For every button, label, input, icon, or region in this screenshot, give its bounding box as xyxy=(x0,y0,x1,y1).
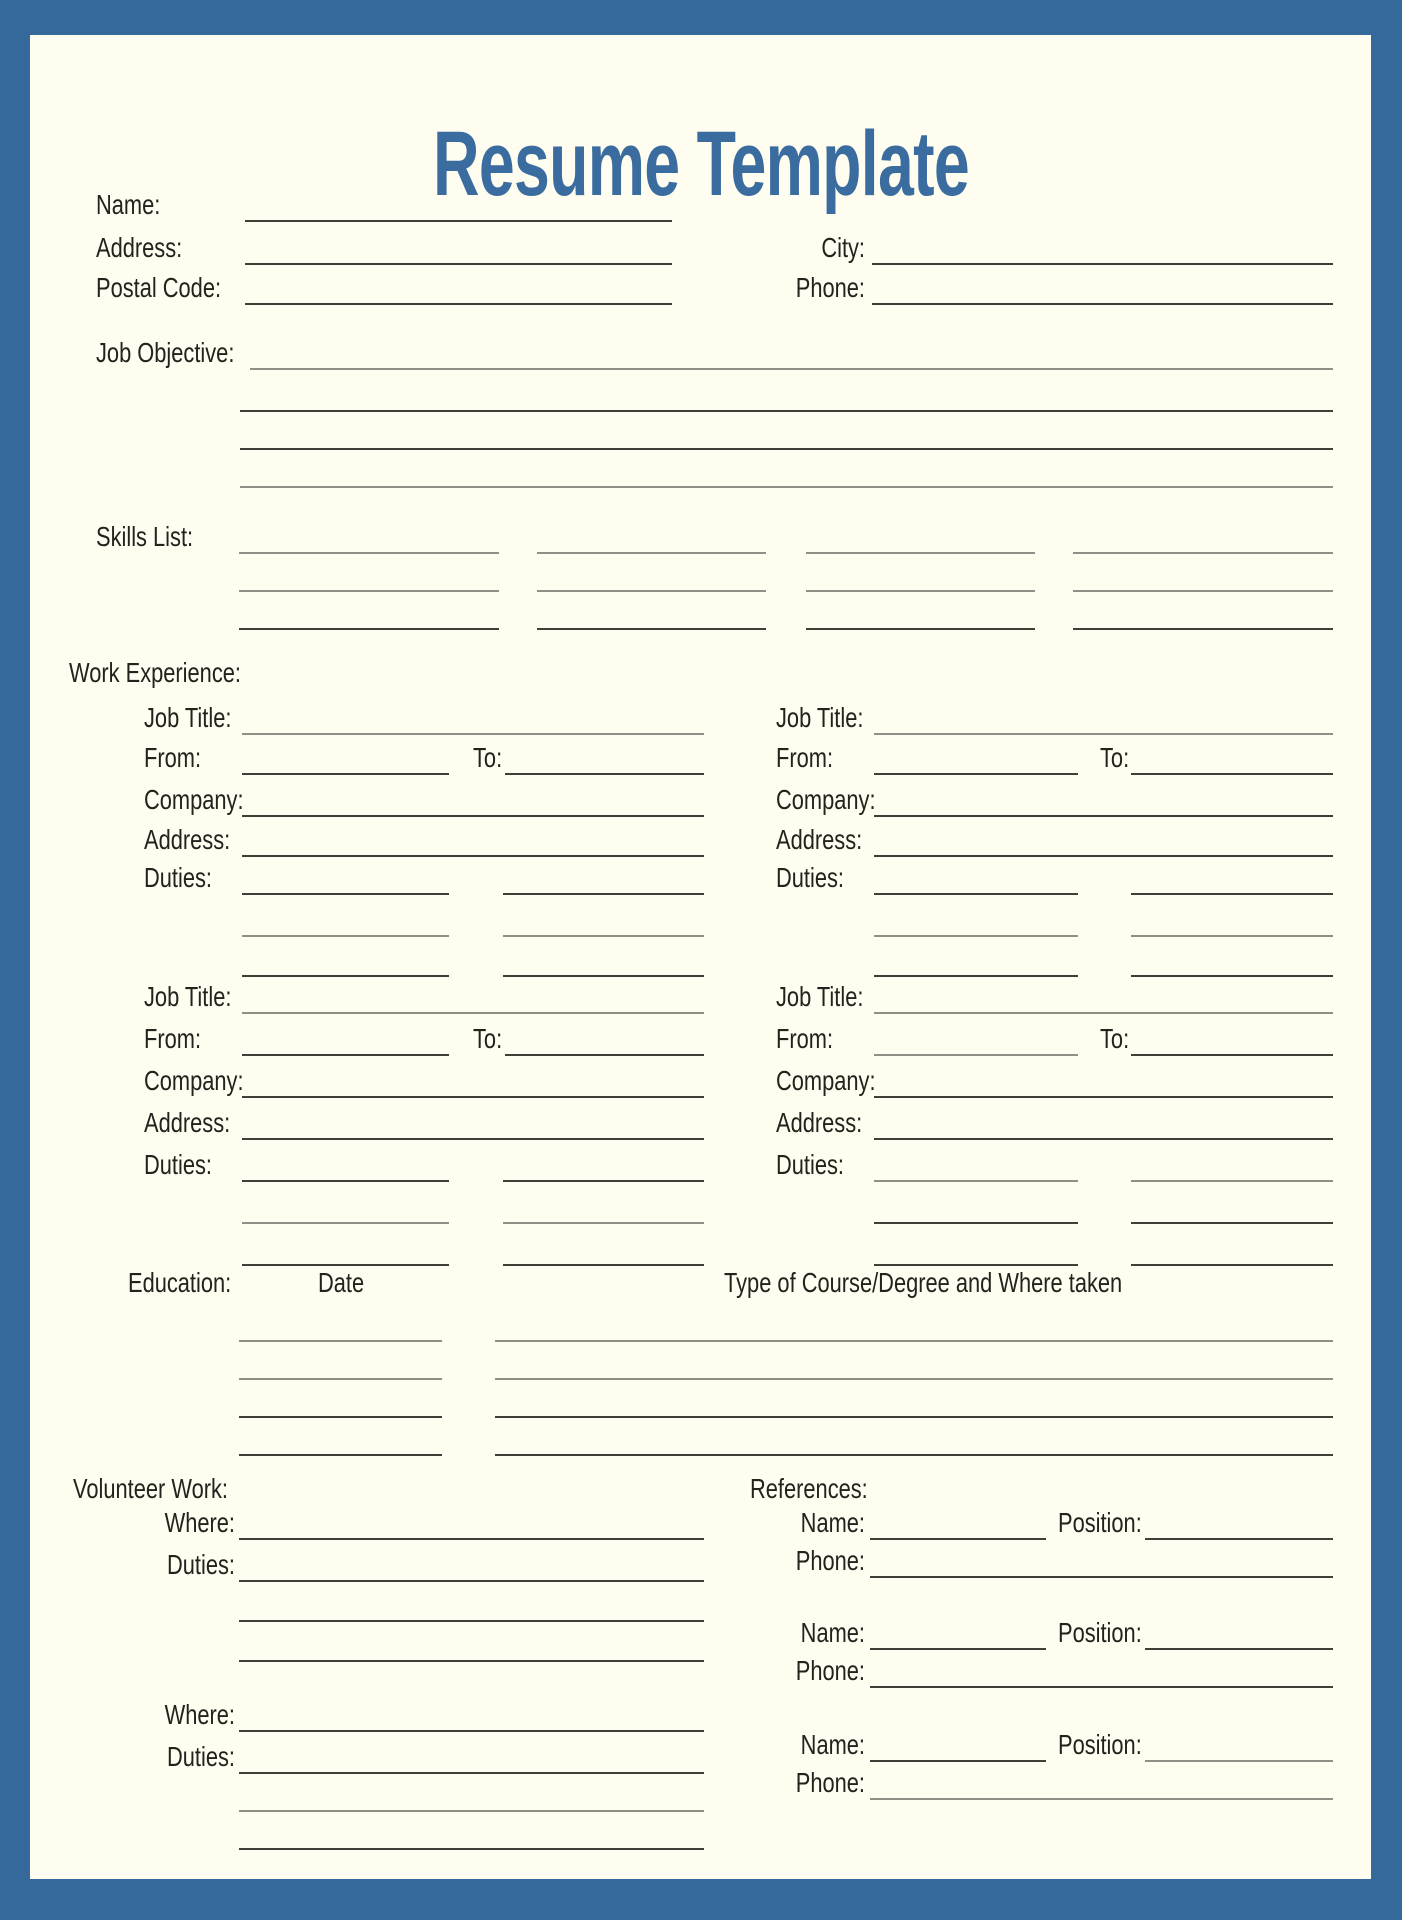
phone-label: Phone: xyxy=(795,272,865,303)
duties-label: Duties: xyxy=(167,1549,235,1580)
job-title-label: Job Title: xyxy=(776,981,864,1012)
reference-name-line[interactable] xyxy=(870,1648,1046,1650)
from-field-line[interactable] xyxy=(874,1054,1078,1056)
skill-line[interactable] xyxy=(537,590,766,592)
address-field-line[interactable] xyxy=(245,263,672,265)
reference-phone-line[interactable] xyxy=(870,1576,1333,1578)
skills-list-label: Skills List: xyxy=(96,521,194,552)
reference-name-label: Name: xyxy=(800,1507,865,1538)
reference-name-label: Name: xyxy=(800,1617,865,1648)
skill-line[interactable] xyxy=(537,628,766,630)
address-label: Address: xyxy=(776,824,863,855)
company-label: Company: xyxy=(776,784,876,815)
page-title: Resume Template xyxy=(433,112,969,215)
duties-line[interactable] xyxy=(503,935,704,937)
address-field-line[interactable] xyxy=(242,1138,704,1140)
references-heading: References: xyxy=(750,1473,868,1504)
where-field-line[interactable] xyxy=(239,1538,704,1540)
company-label: Company: xyxy=(776,1065,876,1096)
from-label: From: xyxy=(776,742,834,773)
job-title-field-line[interactable] xyxy=(242,733,704,735)
duties-line[interactable] xyxy=(874,893,1078,895)
duties-field-line[interactable] xyxy=(239,1660,704,1662)
job-objective-line[interactable] xyxy=(240,448,1333,450)
duties-line[interactable] xyxy=(874,935,1078,937)
where-field-line[interactable] xyxy=(239,1730,704,1732)
education-course-line[interactable] xyxy=(495,1340,1333,1342)
reference-position-label: Position: xyxy=(1058,1507,1142,1538)
duties-line[interactable] xyxy=(503,1180,704,1182)
reference-phone-label: Phone: xyxy=(795,1655,865,1686)
duties-line[interactable] xyxy=(242,1264,449,1266)
job-title-label: Job Title: xyxy=(144,702,232,733)
education-date-line[interactable] xyxy=(239,1340,442,1342)
reference-name-line[interactable] xyxy=(870,1760,1046,1762)
city-label: City: xyxy=(821,232,865,263)
duties-line[interactable] xyxy=(503,1264,704,1266)
duties-label: Duties: xyxy=(776,1149,844,1180)
address-field-line[interactable] xyxy=(874,1138,1333,1140)
reference-position-line[interactable] xyxy=(1145,1538,1333,1540)
duties-line[interactable] xyxy=(1131,935,1333,937)
name-field-line[interactable] xyxy=(245,220,672,222)
education-course-line[interactable] xyxy=(495,1454,1333,1456)
job-objective-line[interactable] xyxy=(240,410,1333,412)
company-label: Company: xyxy=(144,1065,244,1096)
from-field-line[interactable] xyxy=(874,773,1078,775)
to-field-line[interactable] xyxy=(1131,1054,1333,1056)
job-title-label: Job Title: xyxy=(776,702,864,733)
job-title-label: Job Title: xyxy=(144,981,232,1012)
to-field-line[interactable] xyxy=(505,773,704,775)
duties-line[interactable] xyxy=(1131,1264,1333,1266)
to-label: To: xyxy=(1100,742,1130,773)
skill-line[interactable] xyxy=(537,552,766,554)
duties-field-line[interactable] xyxy=(239,1848,704,1850)
skill-line[interactable] xyxy=(239,590,499,592)
education-date-header: Date xyxy=(318,1267,365,1298)
job-objective-label: Job Objective: xyxy=(96,337,235,368)
reference-phone-label: Phone: xyxy=(795,1767,865,1798)
duties-line[interactable] xyxy=(874,1264,1078,1266)
company-label: Company: xyxy=(144,784,244,815)
education-date-line[interactable] xyxy=(239,1416,442,1418)
from-label: From: xyxy=(144,1023,202,1054)
duties-line[interactable] xyxy=(1131,1180,1333,1182)
education-course-line[interactable] xyxy=(495,1416,1333,1418)
reference-position-line[interactable] xyxy=(1145,1760,1333,1762)
reference-position-label: Position: xyxy=(1058,1617,1142,1648)
company-field-line[interactable] xyxy=(242,1096,704,1098)
reference-name-line[interactable] xyxy=(870,1538,1046,1540)
company-field-line[interactable] xyxy=(874,815,1333,817)
from-field-line[interactable] xyxy=(242,773,449,775)
address-label: Address: xyxy=(96,232,183,263)
duties-field-line[interactable] xyxy=(239,1772,704,1774)
duties-line[interactable] xyxy=(874,975,1078,977)
reference-phone-label: Phone: xyxy=(795,1545,865,1576)
skill-line[interactable] xyxy=(239,628,499,630)
postal-code-field-line[interactable] xyxy=(245,303,672,305)
paper-background xyxy=(30,35,1371,1879)
from-label: From: xyxy=(144,742,202,773)
company-field-line[interactable] xyxy=(242,815,704,817)
from-label: From: xyxy=(776,1023,834,1054)
postal-code-label: Postal Code: xyxy=(96,272,222,303)
duties-line[interactable] xyxy=(874,1180,1078,1182)
to-label: To: xyxy=(1100,1023,1130,1054)
reference-phone-line[interactable] xyxy=(870,1686,1333,1688)
duties-field-line[interactable] xyxy=(239,1580,704,1582)
education-course-header: Type of Course/Degree and Where taken xyxy=(724,1267,1123,1298)
address-label: Address: xyxy=(144,1107,231,1138)
duties-line[interactable] xyxy=(242,1180,449,1182)
duties-line[interactable] xyxy=(242,893,449,895)
name-label: Name: xyxy=(96,189,161,220)
skill-line[interactable] xyxy=(1073,590,1333,592)
education-date-line[interactable] xyxy=(239,1454,442,1456)
where-label: Where: xyxy=(164,1699,235,1730)
job-objective-line[interactable] xyxy=(240,486,1333,488)
to-field-line[interactable] xyxy=(1131,773,1333,775)
skill-line[interactable] xyxy=(806,628,1035,630)
duties-label: Duties: xyxy=(144,862,212,893)
duties-line[interactable] xyxy=(1131,1222,1333,1224)
duties-line[interactable] xyxy=(503,893,704,895)
address-field-line[interactable] xyxy=(874,855,1333,857)
phone-field-line[interactable] xyxy=(872,303,1333,305)
work-experience-heading: Work Experience: xyxy=(69,657,241,688)
education-course-line[interactable] xyxy=(495,1378,1333,1380)
job-title-field-line[interactable] xyxy=(874,1012,1333,1014)
duties-label: Duties: xyxy=(144,1149,212,1180)
where-label: Where: xyxy=(164,1507,235,1538)
duties-line[interactable] xyxy=(242,975,449,977)
duties-line[interactable] xyxy=(503,1222,704,1224)
reference-name-label: Name: xyxy=(800,1729,865,1760)
duties-line[interactable] xyxy=(1131,893,1333,895)
job-title-field-line[interactable] xyxy=(874,733,1333,735)
skill-line[interactable] xyxy=(239,552,499,554)
city-field-line[interactable] xyxy=(872,263,1333,265)
skill-line[interactable] xyxy=(806,590,1035,592)
duties-line[interactable] xyxy=(1131,975,1333,977)
duties-label: Duties: xyxy=(167,1741,235,1772)
address-field-line[interactable] xyxy=(242,855,704,857)
reference-position-label: Position: xyxy=(1058,1729,1142,1760)
skill-line[interactable] xyxy=(1073,628,1333,630)
duties-field-line[interactable] xyxy=(239,1810,704,1812)
job-title-field-line[interactable] xyxy=(242,1012,704,1014)
reference-position-line[interactable] xyxy=(1145,1648,1333,1650)
duties-field-line[interactable] xyxy=(239,1620,704,1622)
company-field-line[interactable] xyxy=(874,1096,1333,1098)
address-label: Address: xyxy=(144,824,231,855)
job-objective-line[interactable] xyxy=(250,368,1333,370)
duties-line[interactable] xyxy=(503,975,704,977)
duties-line[interactable] xyxy=(242,935,449,937)
address-label: Address: xyxy=(776,1107,863,1138)
to-label: To: xyxy=(473,742,503,773)
duties-label: Duties: xyxy=(776,862,844,893)
duties-line[interactable] xyxy=(242,1222,449,1224)
duties-line[interactable] xyxy=(874,1222,1078,1224)
skill-line[interactable] xyxy=(1073,552,1333,554)
from-field-line[interactable] xyxy=(242,1054,449,1056)
education-heading: Education: xyxy=(128,1267,232,1298)
skill-line[interactable] xyxy=(806,552,1035,554)
to-label: To: xyxy=(473,1023,503,1054)
reference-phone-line[interactable] xyxy=(870,1798,1333,1800)
to-field-line[interactable] xyxy=(505,1054,704,1056)
volunteer-work-heading: Volunteer Work: xyxy=(73,1473,228,1504)
education-date-line[interactable] xyxy=(239,1378,442,1380)
